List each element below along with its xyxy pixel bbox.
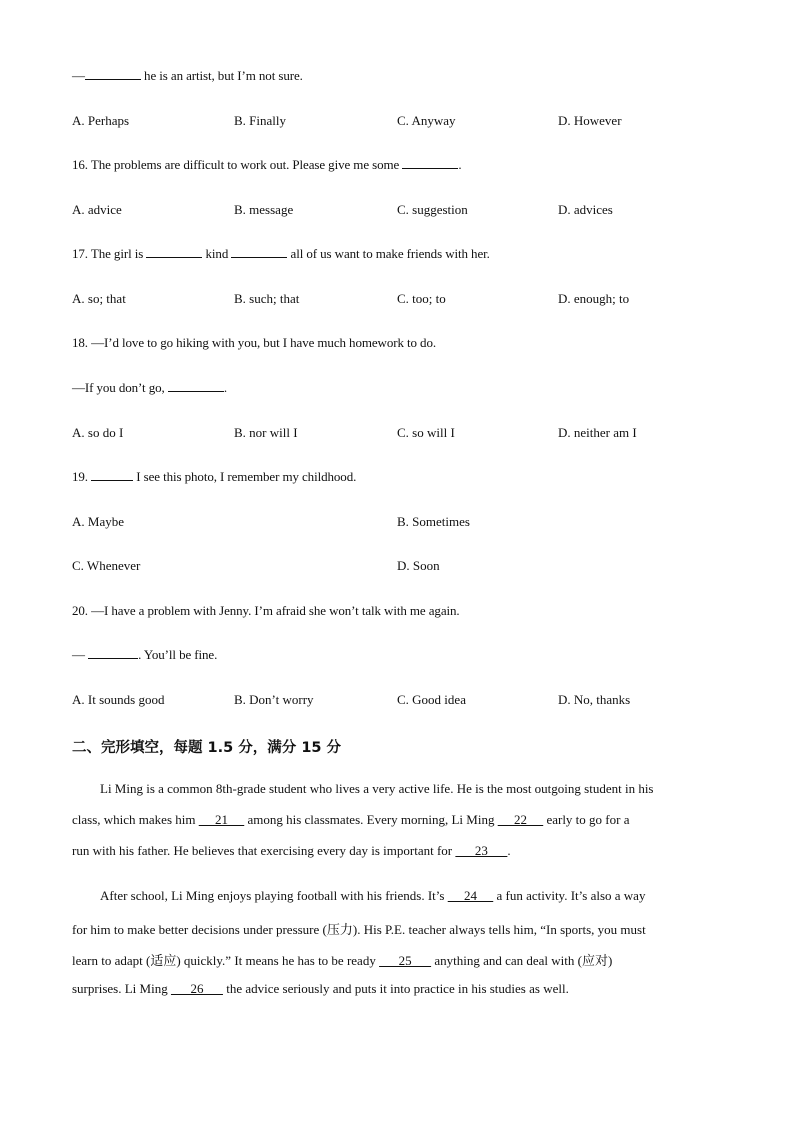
question-16-end: . — [458, 157, 462, 172]
text-span: learn to adapt (适应) quickly.” It means he has to be ready — [72, 953, 380, 968]
question-17-end: all of us want to make friends with her. — [287, 246, 490, 261]
option-c: C. too; to — [397, 291, 446, 306]
paragraph-2-line-1 — [100, 888, 748, 904]
option-b: B. Finally — [234, 113, 287, 128]
question-17-mid: kind — [202, 246, 232, 261]
question-15 — [72, 68, 303, 84]
option-a: A. It sounds good — [72, 692, 165, 707]
question-20-dash: — — [72, 647, 89, 662]
question-19-number: 19. — [72, 469, 92, 484]
paragraph-2-line-2: for him to make better decisions under pressure (压力). His P.E. teacher always tells him, “In sports, you must — [72, 922, 646, 937]
option-c: C. Good idea — [397, 692, 466, 707]
text-span: among his classmates. Every morning, Li Ming — [244, 812, 498, 827]
option-a: A. Perhaps — [72, 113, 130, 128]
answer-blank — [88, 647, 138, 659]
paragraph-2-line-3 — [72, 950, 720, 969]
blank-26: 26 — [170, 981, 223, 996]
section-heading: 二、完形填空，每题 1.5 分，满分 15 分 — [72, 740, 342, 756]
text-span: . — [507, 843, 511, 858]
option-a: A. so; that — [72, 291, 126, 306]
answer-blank — [168, 380, 224, 392]
text-span: early to go for a — [543, 812, 630, 827]
option-b: B. nor will I — [234, 425, 298, 440]
question-19-text: I see this photo, I remember my childhood. — [133, 469, 357, 484]
question-20-line-2 — [72, 647, 217, 663]
text-span: the advice seriously and puts it into practice in his studies as well. — [222, 981, 569, 996]
option-c: C. Anyway — [397, 113, 456, 128]
text-span: class, which makes him — [72, 812, 199, 827]
blank-21: 21 — [198, 812, 245, 827]
question-20-line-1: 20. —I have a problem with Jenny. I’m afraid she won’t talk with me again. — [72, 603, 460, 618]
option-a: A. advice — [72, 202, 122, 217]
option-b: B. Don’t worry — [234, 692, 314, 707]
paragraph-1-line-2 — [72, 812, 720, 828]
question-15-dash: — — [72, 68, 85, 83]
option-b: B. Sometimes — [397, 514, 470, 529]
paragraph-1-line-1: Li Ming is a common 8th-grade student who lives a very active life. He is the most outgoing student in his — [100, 781, 654, 796]
option-d: D. However — [558, 113, 622, 128]
question-16 — [72, 157, 461, 173]
question-18-end: . — [223, 380, 227, 395]
question-18-reply: —If you don’t go, — [72, 380, 168, 395]
question-19 — [72, 469, 356, 485]
blank-23: 23 — [455, 843, 508, 858]
option-c: C. Whenever — [72, 558, 141, 573]
text-span: run with his father. He believes that exercising every day is important for — [72, 843, 456, 858]
answer-blank — [402, 157, 458, 169]
option-b: B. message — [234, 202, 294, 217]
blank-25: 25 — [379, 953, 432, 968]
answer-blank — [231, 246, 287, 258]
text-span: a fun activity. It’s also a way — [493, 888, 646, 903]
option-b: B. such; that — [234, 291, 300, 306]
option-d: D. neither am I — [558, 425, 637, 440]
option-c: C. suggestion — [397, 202, 468, 217]
option-d: D. Soon — [397, 558, 440, 573]
text-span: anything and can deal with (应对) — [431, 953, 613, 968]
answer-blank — [85, 68, 141, 80]
question-20-end: . You’ll be fine. — [138, 647, 218, 662]
option-c: C. so will I — [397, 425, 455, 440]
paragraph-1-line-3 — [72, 843, 720, 859]
blank-22: 22 — [497, 812, 544, 827]
answer-blank — [91, 469, 133, 481]
text-span: After school, Li Ming enjoys playing football with his friends. It’s — [100, 888, 448, 903]
question-17-text: 17. The girl is — [72, 246, 147, 261]
option-a: A. Maybe — [72, 514, 124, 529]
option-d: D. No, thanks — [558, 692, 631, 707]
option-d: D. advices — [558, 202, 613, 217]
question-18-line-1: 18. —I’d love to go hiking with you, but I have much homework to do. — [72, 335, 437, 350]
question-15-text: he is an artist, but I’m not sure. — [140, 68, 303, 83]
answer-blank — [146, 246, 202, 258]
option-a: A. so do I — [72, 425, 124, 440]
question-16-text: 16. The problems are difficult to work out. Please give me some — [72, 157, 403, 172]
question-17 — [72, 246, 490, 262]
question-18-line-2 — [72, 380, 227, 396]
option-d: D. enough; to — [558, 291, 630, 306]
blank-24: 24 — [447, 888, 494, 903]
paragraph-2-line-4 — [72, 981, 720, 997]
text-span: surprises. Li Ming — [72, 981, 171, 996]
